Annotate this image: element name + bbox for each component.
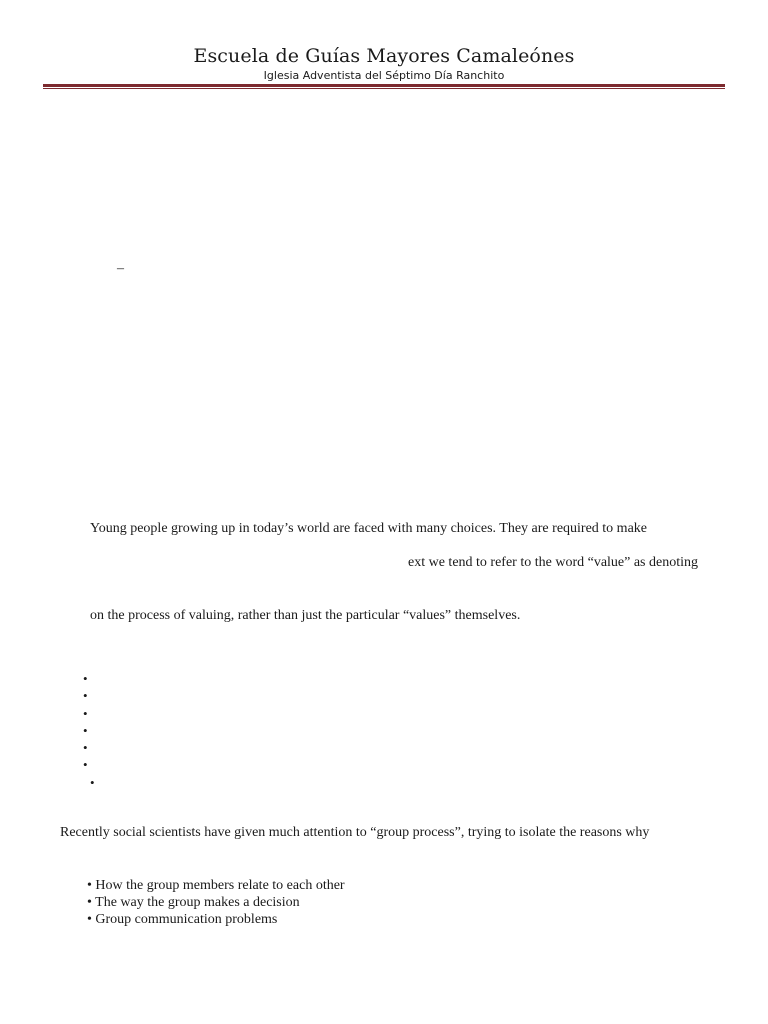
empty-bullet: • bbox=[83, 723, 88, 738]
empty-bullet: • bbox=[83, 740, 88, 755]
empty-bullet: • bbox=[83, 706, 88, 721]
list-item: • Group communication problems bbox=[87, 912, 278, 927]
document-title: Escuela de Guías Mayores Camaleónes bbox=[193, 45, 575, 67]
list-item: • The way the group makes a decision bbox=[87, 895, 300, 910]
empty-bullet: • bbox=[83, 757, 88, 772]
stray-dash: – bbox=[117, 261, 124, 276]
paragraph-3: Recently social scientists have given much attention to “group process”, trying to isolate the reasons why bbox=[60, 825, 650, 840]
document-subtitle: Iglesia Adventista del Séptimo Día Ranchito bbox=[263, 69, 505, 82]
paragraph-1-line-1: Young people growing up in today’s world are faced with many choices. They are required to make bbox=[90, 521, 647, 536]
empty-bullet: • bbox=[83, 688, 88, 703]
list-item: • How the group members relate to each other bbox=[87, 878, 345, 893]
header-rule-thin bbox=[43, 88, 725, 89]
empty-bullet: • bbox=[90, 775, 95, 790]
group-process-list bbox=[87, 877, 345, 928]
paragraph-1-line-2: ext we tend to refer to the word “value” as denoting bbox=[408, 555, 699, 570]
header-rule-thick bbox=[43, 84, 725, 87]
empty-bullet: • bbox=[83, 671, 88, 686]
paragraph-2: on the process of valuing, rather than just the particular “values” themselves. bbox=[90, 608, 521, 623]
